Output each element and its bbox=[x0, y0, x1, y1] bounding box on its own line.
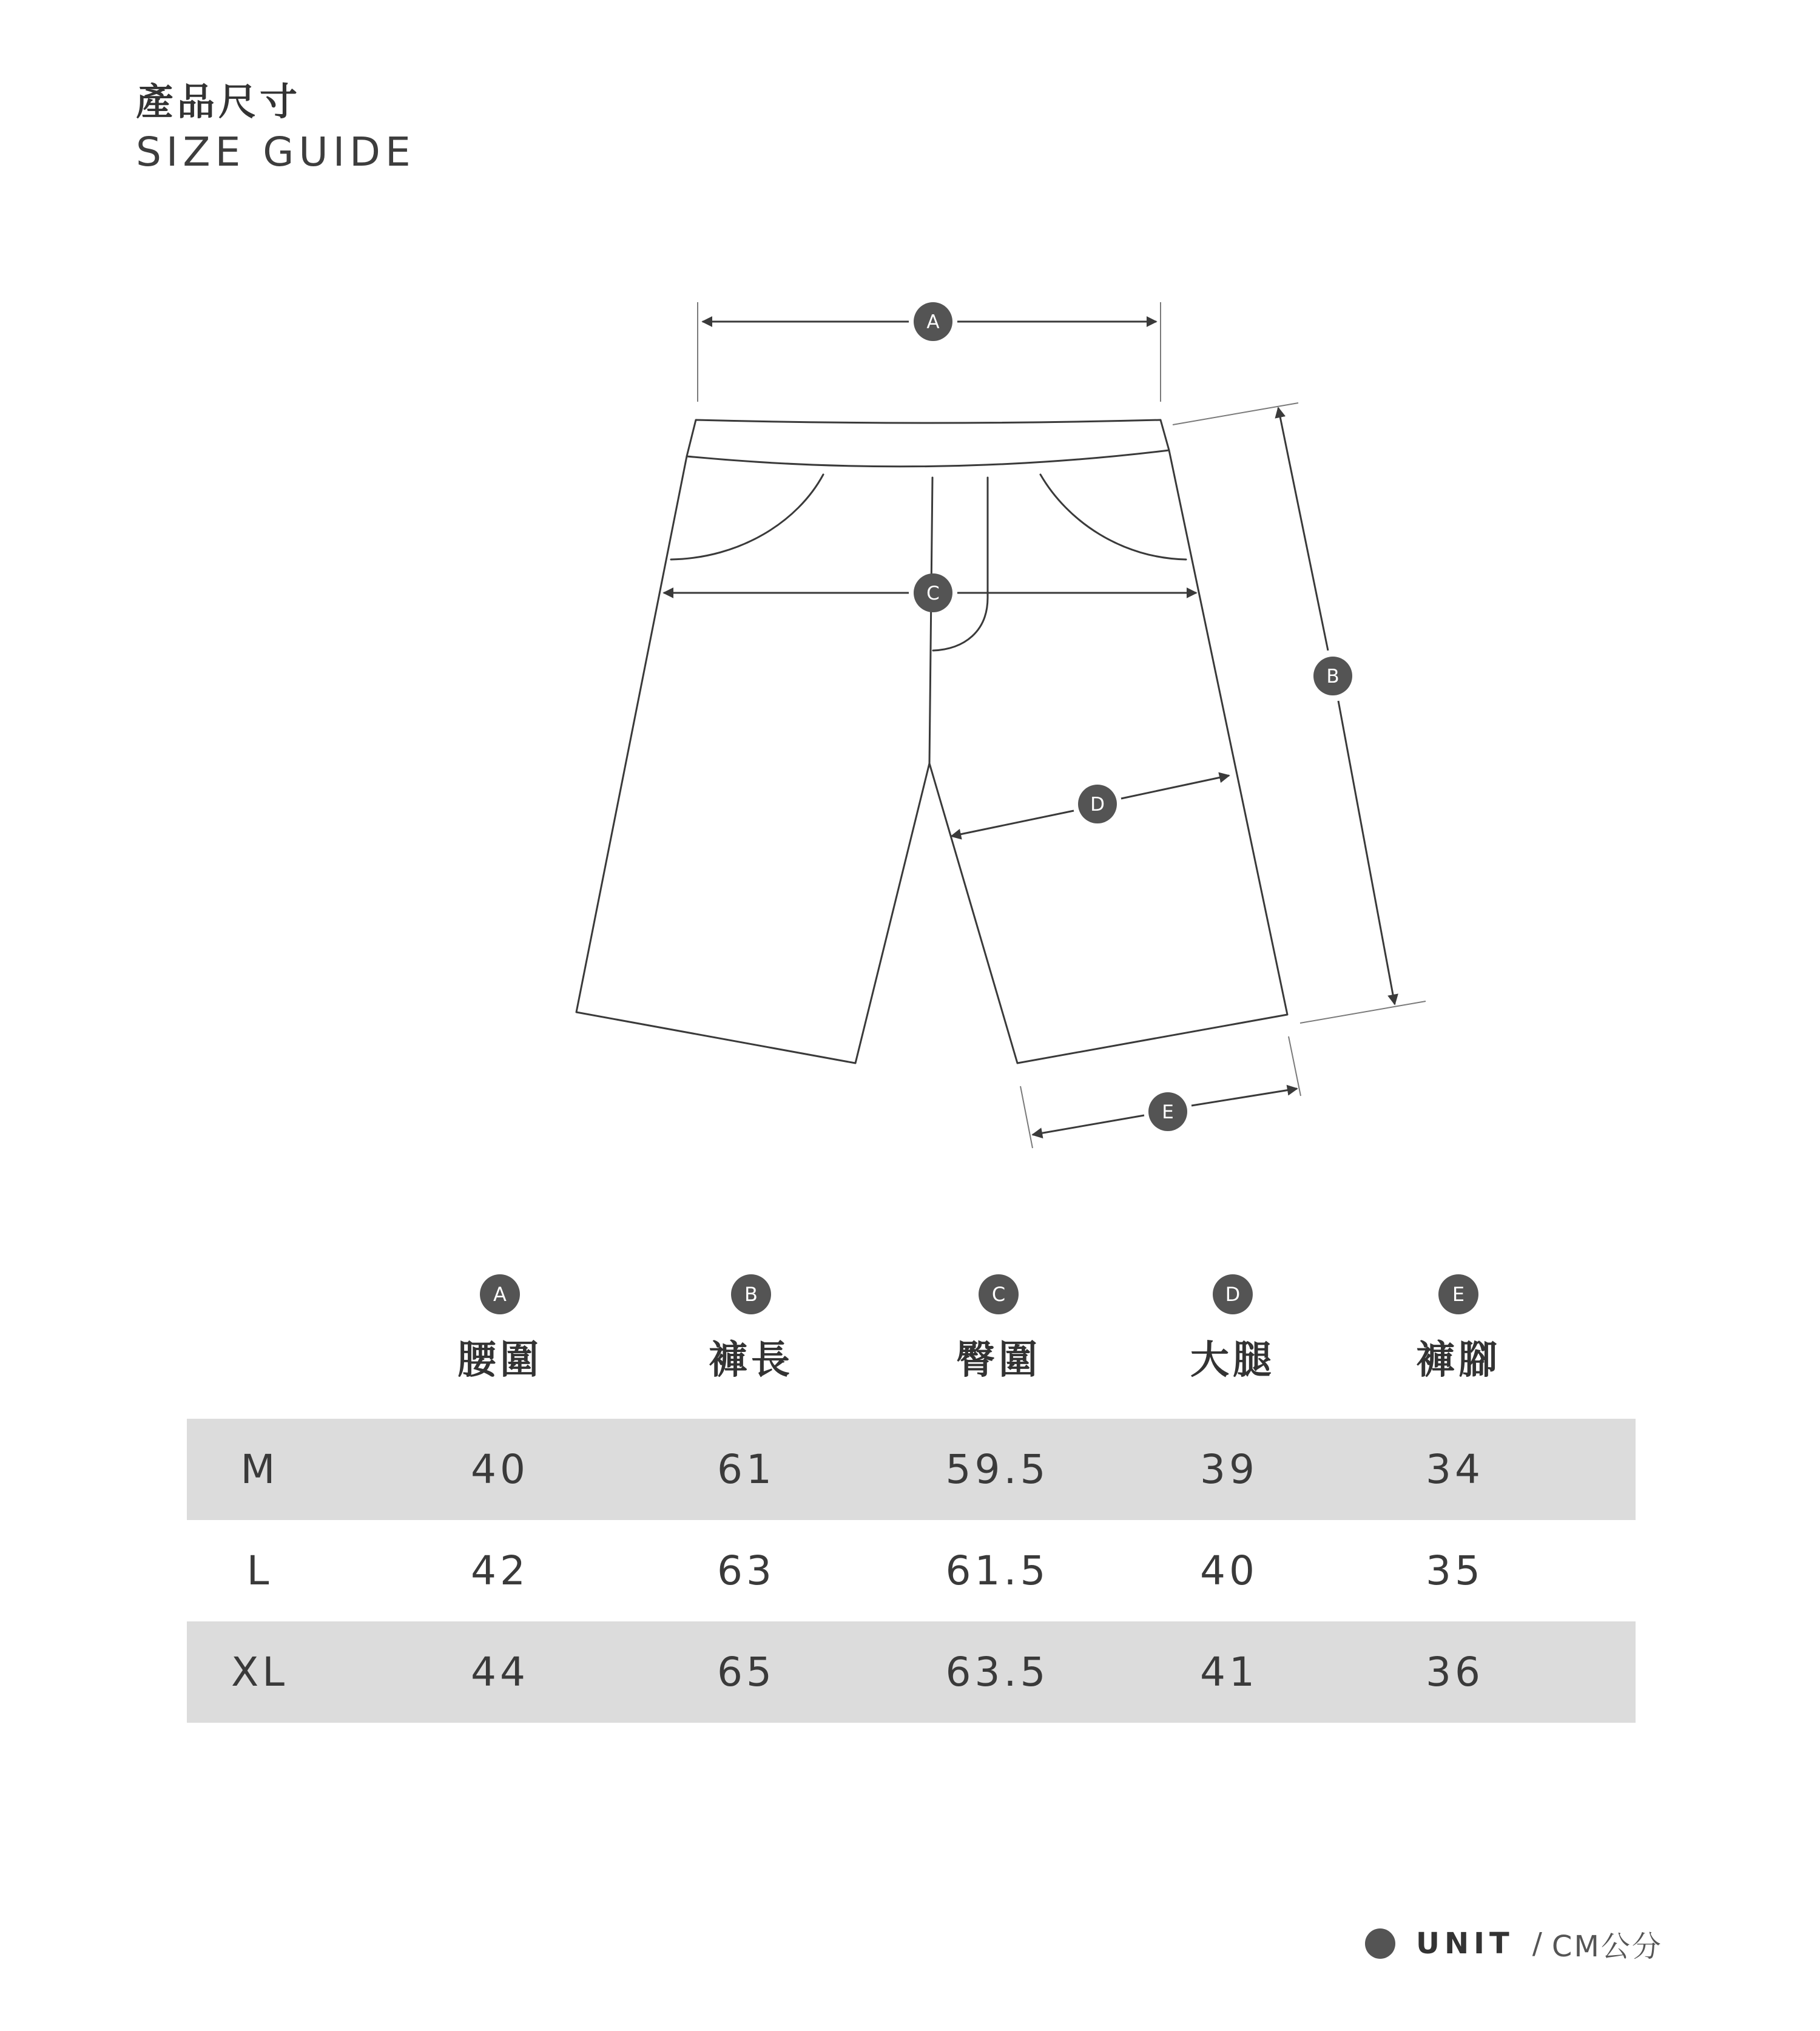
value-cell: 44 bbox=[471, 1649, 529, 1695]
value-cell: 39 bbox=[1200, 1446, 1258, 1493]
value-cell: 42 bbox=[471, 1547, 529, 1594]
marker-a bbox=[914, 302, 952, 341]
column-label-length: 褲長 bbox=[709, 1338, 794, 1383]
right-leg-outline bbox=[929, 450, 1287, 1063]
left-pocket bbox=[671, 475, 823, 559]
unit-legend bbox=[1365, 1922, 1663, 1965]
unit-label: UNIT bbox=[1416, 1927, 1514, 1961]
column-label-waist: 腰圍 bbox=[457, 1338, 542, 1383]
ext-line-b-bottom bbox=[1300, 1001, 1426, 1023]
left-leg-outline bbox=[576, 456, 929, 1063]
column-badge-d: D bbox=[1213, 1274, 1253, 1314]
measurement-lines bbox=[664, 302, 1426, 1148]
column-header-length bbox=[660, 1274, 842, 1385]
column-badge-a: A bbox=[480, 1274, 520, 1314]
size-cell: M bbox=[240, 1446, 279, 1493]
waistband bbox=[687, 420, 1169, 467]
column-label-thigh: 大腿 bbox=[1190, 1338, 1275, 1383]
size-cell: XL bbox=[231, 1649, 288, 1695]
column-header-hem bbox=[1367, 1274, 1549, 1385]
value-cell: 61 bbox=[717, 1446, 775, 1493]
value-cell: 65 bbox=[717, 1649, 775, 1695]
value-cell: 36 bbox=[1426, 1649, 1484, 1695]
size-cell: L bbox=[246, 1547, 273, 1594]
page-title-zh: 產品尺寸 bbox=[136, 79, 302, 124]
table-row bbox=[187, 1520, 1636, 1621]
column-header-hip bbox=[908, 1274, 1090, 1385]
column-label-hem: 褲腳 bbox=[1416, 1338, 1501, 1383]
value-cell: 63.5 bbox=[945, 1649, 1050, 1695]
table-row bbox=[187, 1621, 1636, 1723]
page-title-en: SIZE GUIDE bbox=[136, 129, 416, 175]
arrow-e-right bbox=[1191, 1089, 1297, 1106]
arrow-b-bottom bbox=[1338, 701, 1395, 1004]
marker-a-label: A bbox=[926, 311, 940, 333]
arrow-b-top bbox=[1278, 408, 1328, 651]
marker-e bbox=[1148, 1092, 1187, 1131]
value-cell: 40 bbox=[1200, 1547, 1258, 1594]
column-header-waist bbox=[409, 1274, 591, 1385]
ext-line-e-right bbox=[1289, 1036, 1301, 1096]
arrow-e-left bbox=[1033, 1115, 1144, 1135]
unit-separator: / bbox=[1532, 1927, 1542, 1961]
fly-stitch bbox=[933, 478, 988, 651]
marker-d-label: D bbox=[1090, 794, 1105, 816]
column-badge-b: B bbox=[731, 1274, 771, 1314]
value-cell: 41 bbox=[1200, 1649, 1258, 1695]
arrow-d-left bbox=[951, 811, 1074, 836]
value-cell: 34 bbox=[1426, 1446, 1484, 1493]
marker-c bbox=[914, 573, 952, 612]
shorts-outline bbox=[576, 420, 1287, 1063]
value-cell: 40 bbox=[471, 1446, 529, 1493]
value-cell: 63 bbox=[717, 1547, 775, 1594]
marker-b bbox=[1313, 657, 1352, 695]
marker-e-label: E bbox=[1162, 1101, 1174, 1123]
unit-value: CM公分 bbox=[1551, 1929, 1663, 1964]
table-row bbox=[187, 1419, 1636, 1520]
column-header-thigh bbox=[1142, 1274, 1324, 1385]
unit-dot-icon bbox=[1365, 1928, 1395, 1959]
right-pocket bbox=[1040, 475, 1186, 559]
marker-c-label: C bbox=[926, 583, 940, 604]
column-label-hip: 臀圍 bbox=[956, 1338, 1041, 1383]
ext-line-e-left bbox=[1020, 1086, 1033, 1148]
fly-seam bbox=[929, 478, 932, 763]
value-cell: 61.5 bbox=[945, 1547, 1050, 1594]
marker-b-label: B bbox=[1326, 666, 1340, 688]
column-badge-e: E bbox=[1438, 1274, 1478, 1314]
marker-d bbox=[1078, 785, 1117, 823]
arrow-d-right bbox=[1121, 776, 1229, 799]
value-cell: 35 bbox=[1426, 1547, 1484, 1594]
column-badge-c: C bbox=[979, 1274, 1019, 1314]
value-cell: 59.5 bbox=[945, 1446, 1050, 1493]
